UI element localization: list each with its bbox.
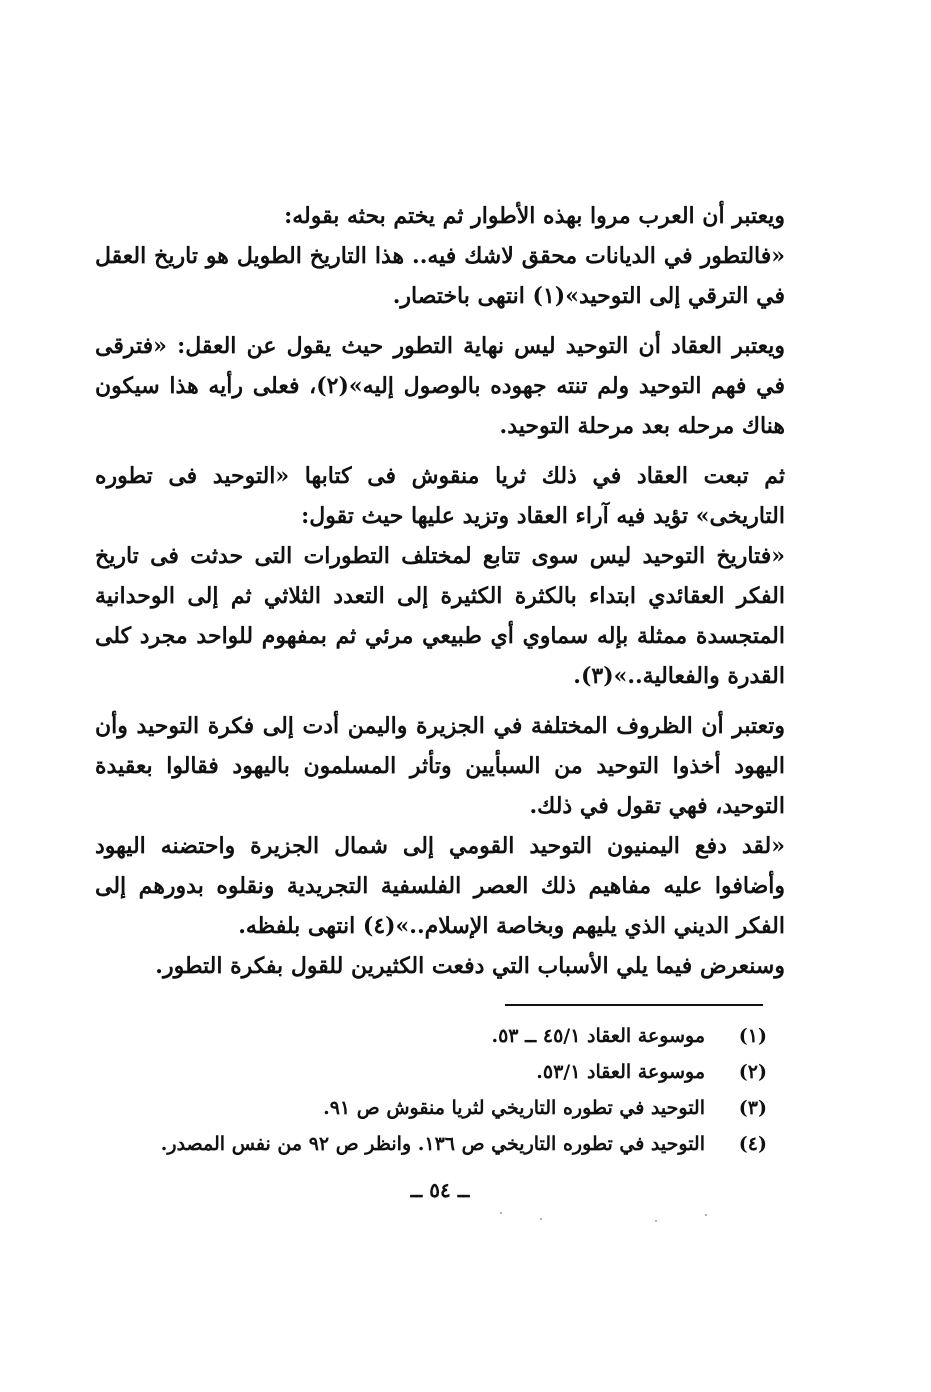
scan-speckle	[540, 1218, 542, 1220]
paragraph-2-quote: «فالتطور في الديانات محقق لاشك فيه.. هذا التاريخ الطويل هو تاريخ العقل في الترقي إلى التوحيد»(١) انتهى باختصار.	[95, 243, 785, 309]
footnote-item	[105, 1018, 767, 1054]
scan-speckle	[705, 1214, 707, 1216]
paragraph-8: وسنعرض فيما يلي الأسباب التي دفعت الكثيرين للقول بفكرة التطور.	[155, 953, 785, 979]
paragraph-4: ثم تبعت العقاد في ذلك ثريا منقوش فى كتابها «التوحيد فى تطوره التاريخى» تؤيد فيه آراء العقاد وتزيد عليها حيث تقول:	[95, 463, 785, 529]
paragraph-3: ويعتبر العقاد أن التوحيد ليس نهاية التطور حيث يقول عن العقل: «فترقى في فهم التوحيد ولم تنته جهوده بالوصول إليه»(٢)، فعلى رأيه هذا سيكون هناك مرحله بعد مرحلة التوحيد.	[95, 333, 785, 439]
footnote-item	[105, 1054, 767, 1090]
footnote-text: موسوعة العقاد ٥٣/١.	[536, 1061, 705, 1083]
footnotes	[105, 1018, 767, 1162]
paragraph-7-quote: «لقد دفع اليمنيون التوحيد القومي إلى شمال الجزيرة واحتضنه اليهود وأضافوا عليه مفاهيم ذلك العصر الفلسفية التجريدية ونقلوه بدورهم إلى الفكر الديني الذي يليهم وبخاصة الإسلام..»(٤) انتهى بلفظه.	[95, 833, 785, 939]
footnote-item	[105, 1126, 767, 1162]
footnote-text: موسوعة العقاد ٤٥/١ ــ ٥٣.	[491, 1025, 705, 1047]
footnote-number: (٣)	[738, 1097, 767, 1119]
footnote-item	[105, 1090, 767, 1126]
page-number: ــ ٥٤ ــ	[410, 1178, 470, 1202]
footnote-text: التوحيد في تطوره التاريخي ص ١٣٦. وانظر ص ٩٢ من نفس المصدر.	[160, 1133, 705, 1155]
footnote-number: (١)	[738, 1025, 767, 1047]
scan-speckle	[655, 1220, 657, 1222]
paragraph-6: وتعتبر أن الظروف المختلفة في الجزيرة واليمن أدت إلى فكرة التوحيد وأن اليهود أخذوا التوحيد من السبأيين وتأثر المسلمون باليهود فقالوا بعقيدة التوحيد، فهي تقول في ذلك.	[95, 713, 786, 819]
footnote-divider	[505, 1004, 763, 1006]
main-text	[95, 196, 785, 986]
footnote-number: (٤)	[738, 1133, 767, 1155]
footnote-text: التوحيد في تطوره التاريخي لثريا منقوش ص ٩١.	[323, 1097, 705, 1119]
paragraph-1: ويعتبر أن العرب مروا بهذه الأطوار ثم يختم بحثه بقوله:	[284, 203, 785, 229]
footnote-number: (٢)	[738, 1061, 767, 1083]
scan-speckle	[500, 1212, 502, 1214]
paragraph-5-quote: «فتاريخ التوحيد ليس سوى تتابع لمختلف التطورات التى حدثت فى تاريخ الفكر العقائدي ابتداء بالكثرة الكثيرة إلى التعدد الثلاثي ثم إلى الوحدانية المتجسدة ممثلة بإله سماوي أي طبيعي مرئي ثم بمفهوم للواحد مجرد كلى القدرة والفعالية..»(٣).	[95, 543, 785, 689]
